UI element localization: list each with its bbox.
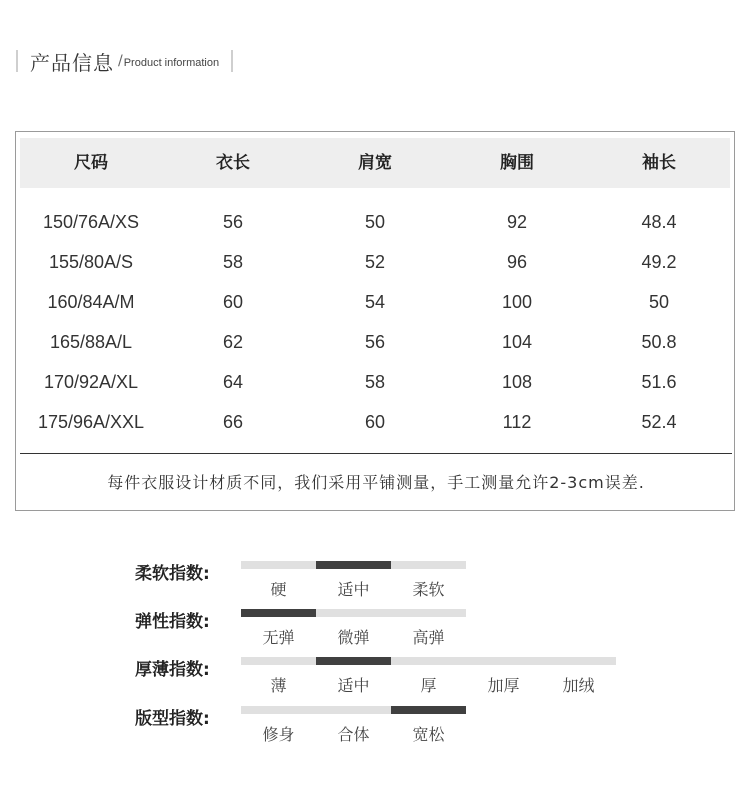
index-segment xyxy=(466,657,541,665)
index-option-label: 无弹 xyxy=(262,628,295,647)
col-header-size: 尺码 xyxy=(74,153,108,173)
index-option-label: 适中 xyxy=(337,676,370,695)
index-option-label: 修身 xyxy=(262,725,295,744)
table-header-row xyxy=(20,138,730,188)
table-cell: 52 xyxy=(364,251,386,272)
table-cell: 52.4 xyxy=(641,411,677,432)
index-option-label: 柔软 xyxy=(412,580,445,599)
index-track xyxy=(241,706,466,714)
table-cell: 112 xyxy=(502,411,532,432)
index-options xyxy=(241,722,466,745)
size-table xyxy=(15,131,735,511)
table-row xyxy=(20,242,730,282)
col-header-length: 衣长 xyxy=(216,153,250,173)
table-cell: 50 xyxy=(648,291,670,312)
index-option-label: 高弹 xyxy=(412,628,445,647)
index-option-label: 硬 xyxy=(270,580,287,599)
header-title-en: Product information xyxy=(123,57,220,69)
header-left-bar xyxy=(16,50,18,72)
index-segment-selected xyxy=(316,657,391,665)
index-options xyxy=(241,577,466,600)
index-segment-selected xyxy=(391,706,466,714)
index-options xyxy=(241,673,616,696)
index-segment xyxy=(241,706,316,714)
table-cell: 108 xyxy=(501,371,533,392)
table-cell: 60 xyxy=(364,411,386,432)
index-option-label: 加厚 xyxy=(487,676,520,695)
index-option-label: 加绒 xyxy=(562,676,595,695)
table-cell: 58 xyxy=(364,371,386,392)
index-segment-selected xyxy=(241,609,316,617)
index-track xyxy=(241,609,466,617)
table-cell: 155/80A/S xyxy=(48,251,134,272)
index-segment xyxy=(316,609,391,617)
measurement-note: 每件衣服设计材质不同，我们采用平铺测量，手工测量允许2-3cm误差. xyxy=(107,473,645,492)
section-header xyxy=(16,48,233,74)
table-cell: 96 xyxy=(506,251,528,272)
index-option-label: 微弹 xyxy=(337,628,370,647)
table-row xyxy=(20,282,730,322)
index-segment xyxy=(391,609,466,617)
table-row xyxy=(20,402,730,442)
header-slash: / xyxy=(118,53,123,69)
index-segment xyxy=(391,561,466,569)
table-cell: 48.4 xyxy=(641,211,677,232)
table-body xyxy=(20,202,730,442)
index-option-label: 宽松 xyxy=(412,725,445,744)
header-right-bar xyxy=(231,50,233,72)
table-cell: 50.8 xyxy=(641,331,677,352)
table-cell: 100 xyxy=(501,291,533,312)
index-label: 弹性指数: xyxy=(135,612,210,632)
table-cell: 175/96A/XXL xyxy=(37,411,145,432)
table-cell: 165/88A/L xyxy=(49,331,133,352)
index-option-label: 适中 xyxy=(337,580,370,599)
table-cell: 51.6 xyxy=(641,371,677,392)
col-header-shoulder: 肩宽 xyxy=(358,153,392,173)
index-track xyxy=(241,561,466,569)
table-row xyxy=(20,362,730,402)
table-cell: 170/92A/XL xyxy=(43,371,139,392)
index-option-label: 薄 xyxy=(270,676,287,695)
table-cell: 50 xyxy=(364,211,386,232)
index-segment xyxy=(541,657,616,665)
index-label: 柔软指数: xyxy=(135,564,210,584)
table-cell: 60 xyxy=(222,291,244,312)
index-label: 厚薄指数: xyxy=(135,660,210,680)
table-cell: 104 xyxy=(501,331,533,352)
table-row xyxy=(20,202,730,242)
table-cell: 56 xyxy=(222,211,244,232)
col-header-chest: 胸围 xyxy=(500,153,534,173)
table-cell: 58 xyxy=(222,251,244,272)
col-header-sleeve: 袖长 xyxy=(642,153,676,173)
index-options xyxy=(241,625,466,648)
table-cell: 64 xyxy=(222,371,244,392)
table-cell: 160/84A/M xyxy=(47,291,135,312)
index-label: 版型指数: xyxy=(135,709,210,729)
header-title-zh: 产品信息 xyxy=(30,50,114,75)
table-cell: 54 xyxy=(364,291,386,312)
index-track xyxy=(241,657,616,665)
index-option-label: 厚 xyxy=(420,676,437,695)
table-divider xyxy=(20,453,732,454)
table-cell: 150/76A/XS xyxy=(42,211,140,232)
index-segment-selected xyxy=(316,561,391,569)
index-segment xyxy=(391,657,466,665)
table-cell: 62 xyxy=(222,331,244,352)
index-segment xyxy=(316,706,391,714)
index-option-label: 合体 xyxy=(337,725,370,744)
table-cell: 66 xyxy=(222,411,244,432)
index-segment xyxy=(241,561,316,569)
index-segment xyxy=(241,657,316,665)
table-cell: 56 xyxy=(364,331,386,352)
table-row xyxy=(20,322,730,362)
table-cell: 92 xyxy=(506,211,528,232)
table-cell: 49.2 xyxy=(641,251,677,272)
